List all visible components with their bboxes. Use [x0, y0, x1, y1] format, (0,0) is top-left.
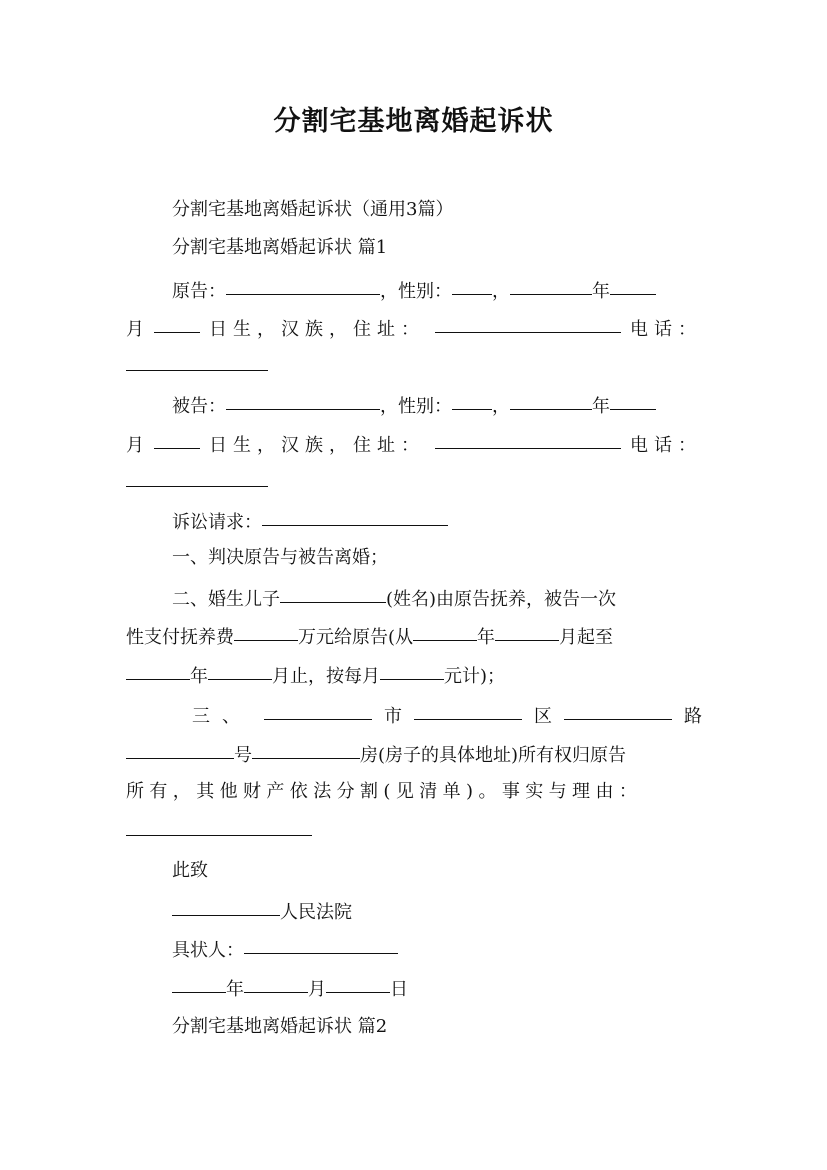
- defendant-label: 被告：: [172, 396, 226, 417]
- document-title: 分割宅基地离婚起诉状: [273, 106, 554, 137]
- date-day-label: 日: [390, 979, 408, 1000]
- signer-label: 具状人：: [172, 940, 244, 961]
- plaintiff-phone-blank: [126, 348, 268, 371]
- claim-2-line-2: [126, 620, 702, 653]
- defendant-line-3: [126, 466, 702, 499]
- plaintiff-gender-blank: [452, 272, 492, 295]
- defendant-gender-blank: [452, 387, 492, 410]
- claim-2-to-year-blank: [126, 657, 190, 680]
- date-year-label: 年: [226, 979, 244, 1000]
- reasons-blank: [126, 813, 312, 836]
- plaintiff-line-3: [126, 350, 702, 383]
- plaintiff-name-blank: [226, 272, 380, 295]
- claim-3-district-blank: [414, 697, 522, 720]
- plaintiff-address-blank: [435, 310, 621, 333]
- claim-3-house-blank: [252, 736, 360, 759]
- plaintiff-line-2: [126, 312, 702, 345]
- defendant-month-blank: [610, 387, 656, 410]
- signer-line: [126, 933, 748, 966]
- claim-2-a: 二、婚生儿子: [172, 589, 280, 610]
- plaintiff-year-label: 年: [592, 281, 610, 302]
- claim-2-e: 年: [477, 627, 496, 648]
- court-label: 人民法院: [280, 902, 352, 923]
- court-line: [126, 895, 748, 928]
- claim-2-i: 元计)；: [444, 666, 506, 687]
- plaintiff-month-blank: [610, 272, 656, 295]
- plaintiff-year-blank: [510, 272, 592, 295]
- claim-2-c: 性支付抚养费: [126, 627, 234, 648]
- date-day-blank: [326, 970, 390, 993]
- defendant-name-blank: [226, 387, 380, 410]
- claim-3-city: 市: [384, 706, 402, 727]
- plaintiff-sep: ，: [492, 281, 510, 302]
- defendant-phone-label: 电话：: [630, 435, 702, 456]
- date-month-label: 月: [308, 979, 326, 1000]
- claim-3-road-blank: [564, 697, 672, 720]
- plaintiff-gender-label: ，性别：: [380, 281, 452, 302]
- defendant-month-label: 月: [126, 435, 144, 456]
- signer-blank: [244, 931, 398, 954]
- claims-blank: [262, 503, 448, 526]
- reasons-line: [126, 815, 702, 848]
- plaintiff-born-label: 日生，汉族，住址：: [209, 319, 425, 340]
- claim-2-b: (姓名)由原告抚养，被告一次: [386, 589, 617, 610]
- claim-3-number-blank: [126, 736, 234, 759]
- defendant-sep: ，: [492, 396, 510, 417]
- claim-2-line-3: [126, 659, 702, 692]
- plaintiff-phone-label: 电话：: [630, 319, 702, 340]
- claim-2-from-month-blank: [495, 618, 559, 641]
- claim-3-line-1: [192, 699, 702, 732]
- plaintiff-day-blank: [154, 310, 200, 333]
- claim-2-d: 万元给原告(从: [298, 627, 414, 648]
- claim-3-line-3: 所有，其他财产依法分割(见清单)。事实与理由：: [126, 781, 643, 802]
- subtitle: 分割宅基地离婚起诉状（通用3篇）: [172, 199, 454, 220]
- section-2-heading: 分割宅基地离婚起诉状 篇2: [172, 1016, 388, 1037]
- defendant-born-label: 日生，汉族，住址：: [209, 435, 425, 456]
- claim-3-road: 路: [684, 706, 702, 727]
- plaintiff-label: 原告：: [172, 281, 226, 302]
- claim-2-g: 年: [190, 666, 208, 687]
- defendant-year-blank: [510, 387, 592, 410]
- claim-2-h: 月止，按每月: [272, 666, 380, 687]
- claim-3-a: 三、: [192, 706, 252, 727]
- claims-line: [126, 505, 748, 538]
- claim-3-house: 房(房子的具体地址)所有权归原告: [360, 745, 627, 766]
- date-month-blank: [244, 970, 308, 993]
- defendant-day-blank: [154, 426, 200, 449]
- claim-2-f: 月起至: [559, 627, 614, 648]
- court-blank: [172, 893, 280, 916]
- plaintiff-month-label: 月: [126, 319, 144, 340]
- defendant-address-blank: [435, 426, 621, 449]
- defendant-phone-blank: [126, 464, 268, 487]
- date-year-blank: [172, 970, 226, 993]
- closing-salutation: 此致: [172, 860, 208, 881]
- claim-3-district: 区: [534, 706, 552, 727]
- claim-3-number: 号: [234, 745, 252, 766]
- section-1-heading: 分割宅基地离婚起诉状 篇1: [172, 237, 388, 258]
- date-line: [126, 972, 748, 1005]
- defendant-gender-label: ，性别：: [380, 396, 452, 417]
- defendant-line-2: [126, 428, 702, 461]
- claim-2-monthly-blank: [380, 657, 444, 680]
- claim-2-from-year-blank: [413, 618, 477, 641]
- claims-label: 诉讼请求：: [172, 512, 262, 533]
- claim-1: 一、判决原告与被告离婚；: [172, 547, 388, 568]
- plaintiff-line-1: [126, 274, 748, 307]
- claim-2-to-month-blank: [208, 657, 272, 680]
- defendant-line-1: [126, 389, 748, 422]
- claim-2-son-name-blank: [280, 580, 386, 603]
- claim-2-amount-blank: [234, 618, 298, 641]
- claim-3-line-2: [126, 738, 702, 771]
- claim-2-line-1: [126, 582, 748, 615]
- defendant-year-label: 年: [592, 396, 610, 417]
- claim-3-city-blank: [264, 697, 372, 720]
